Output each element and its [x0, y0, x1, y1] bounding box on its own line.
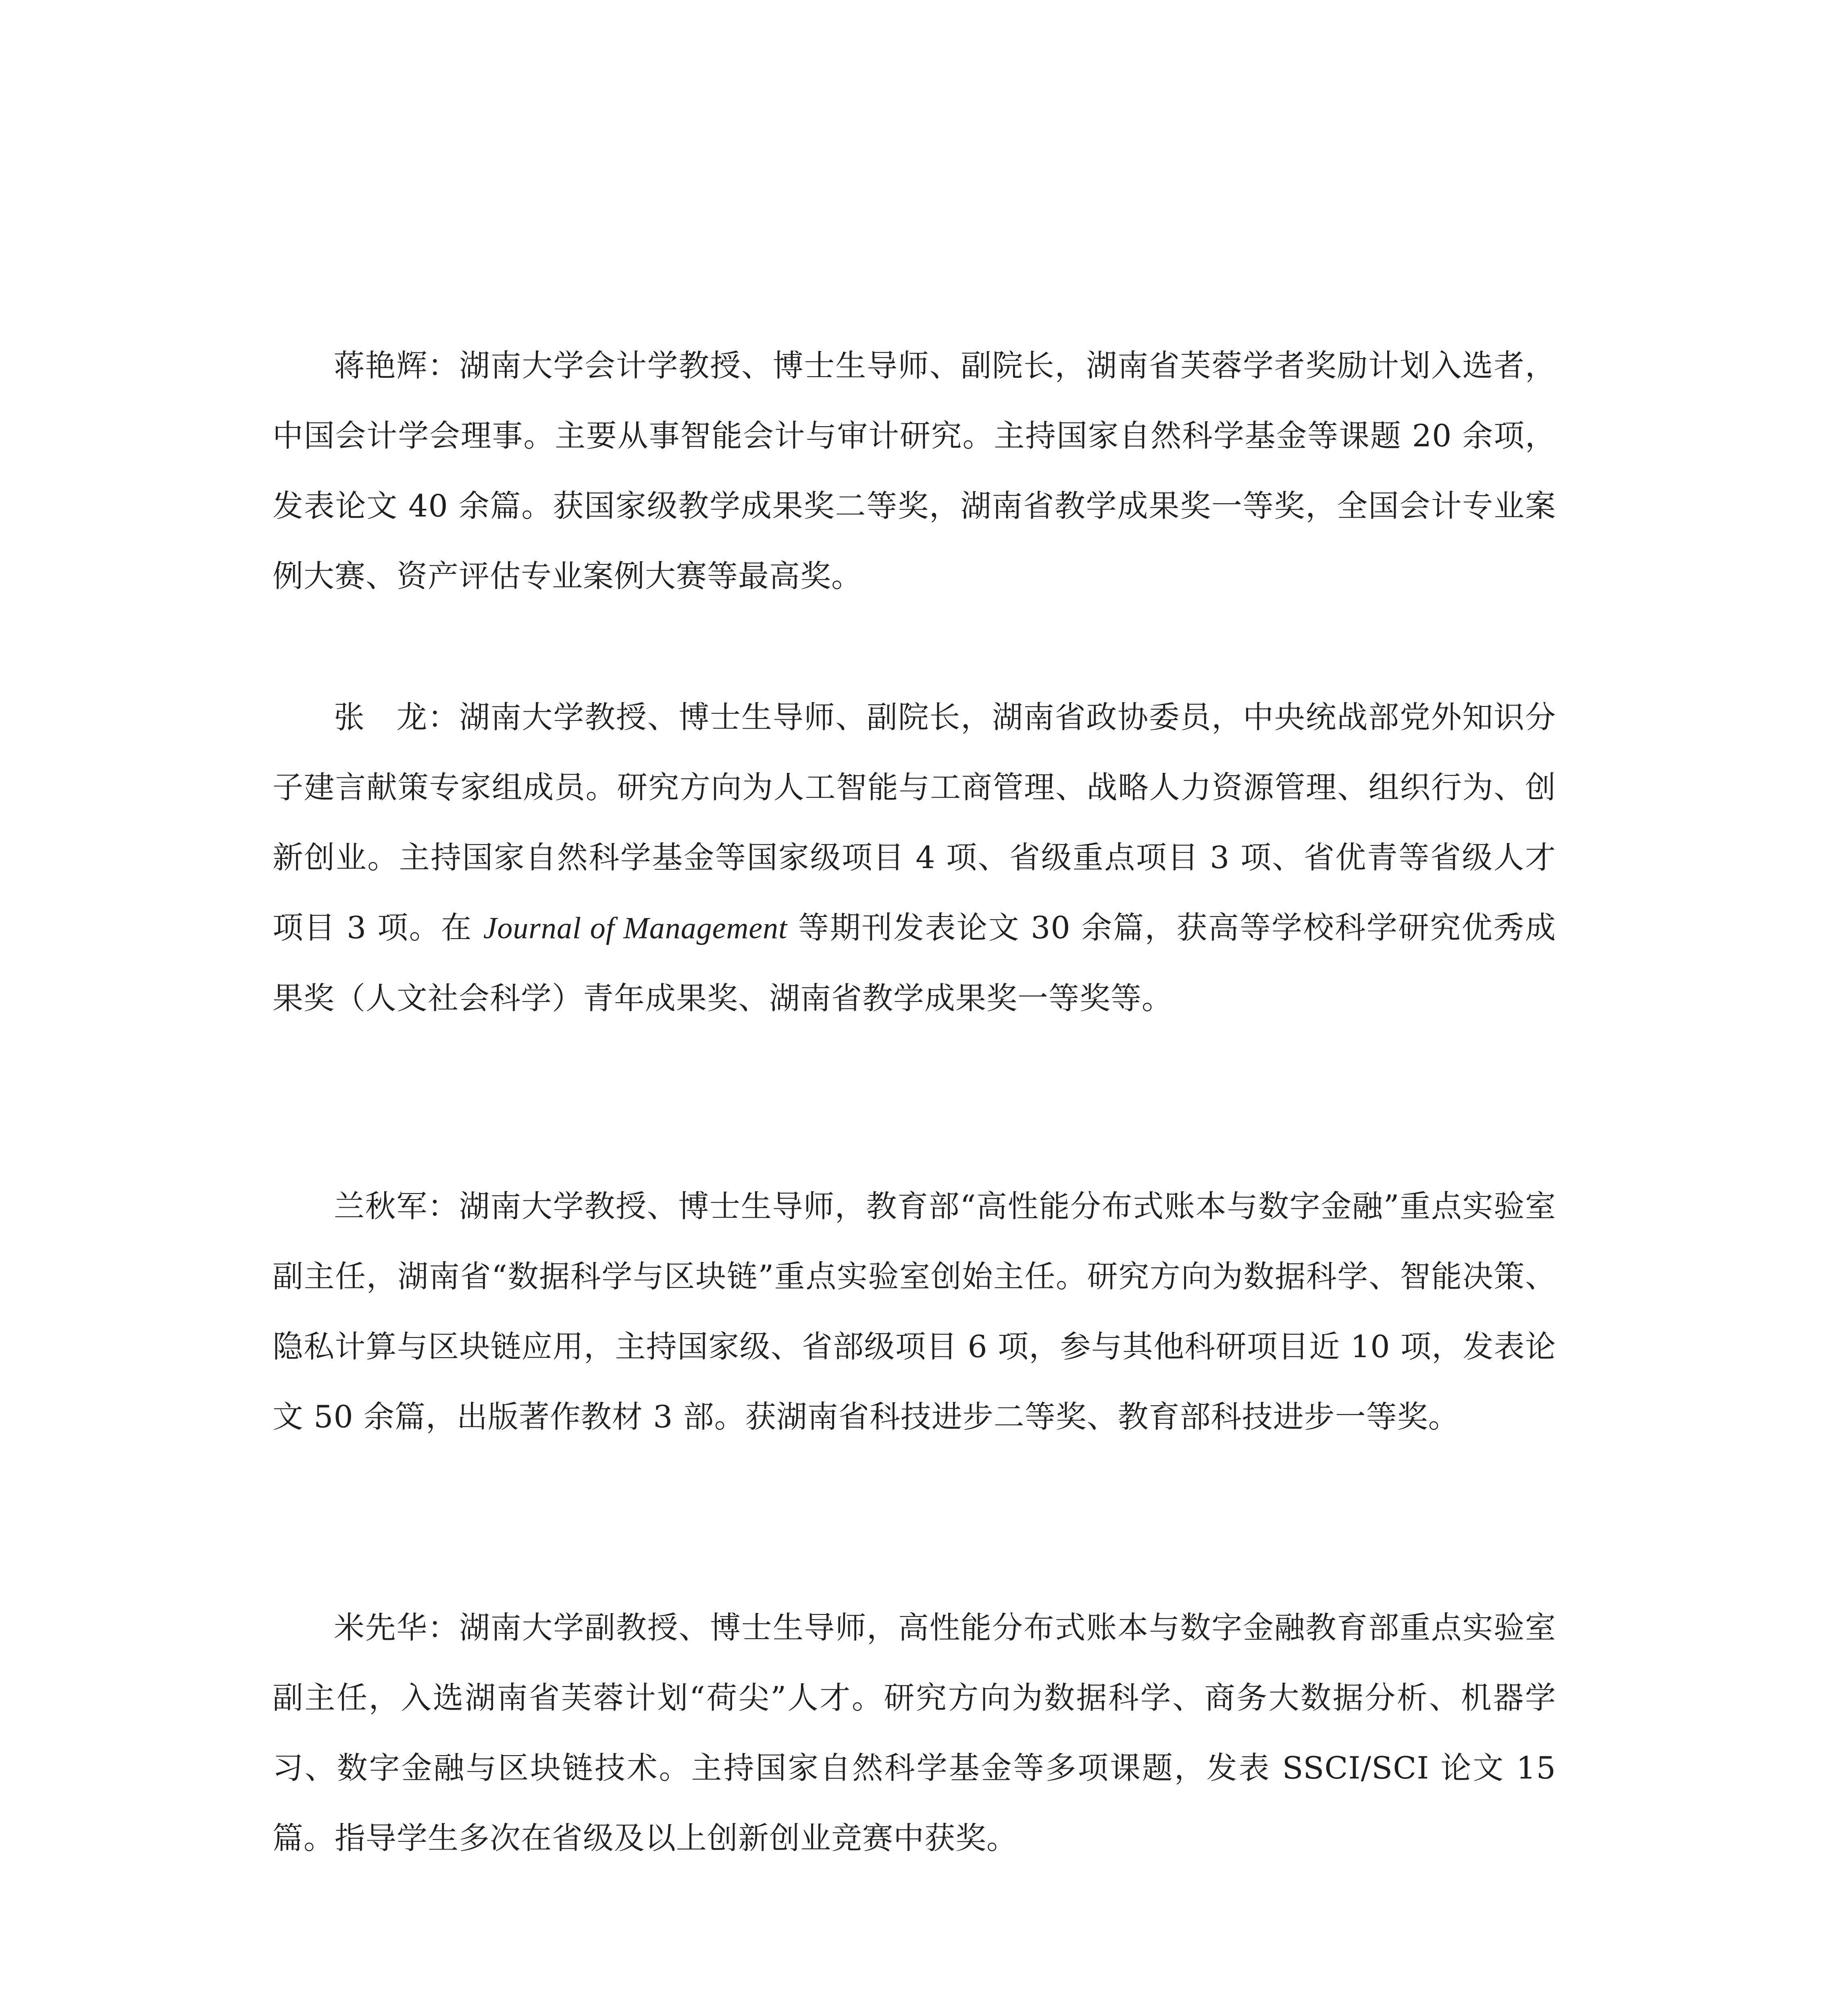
bio-text: 湖南大学副教授、博士生导师，高性能分布式账本与数字金融教育部重点实验室副主任，入选湖南省芙蓉计划“荷尖”人才。研究方向为数据科学、商务大数据分析、机器学习、数字金融与区块链技术。主持国家自然科学基金等多项课题，发表 SSCI/SCI 论文 15 篇。指导学生多次在省级及以上创新创业竞赛中获奖。 [273, 1610, 1556, 1856]
bio-text: 湖南大学教授、博士生导师、副院长，湖南省政协委员，中央统战部党外知识分子建言献策专家组成员。研究方向为人工智能与工商管理、战略人力资源管理、组织行为、创新创业。主持国家自然科学基金等国家级项目 4 项、省级重点项目 3 项、省优青等省级人才项目 3 项。在 [273, 699, 1556, 946]
bio-text: 湖南大学会计学教授、博士生导师、副院长，湖南省芙蓉学者奖励计划入选者，中国会计学会理事。主要从事智能会计与审计研究。主持国家自然科学基金等课题 20 余项，发表论文 40 余篇。获国家级教学成果奖二等奖，湖南省教学成果奖一等奖，全国会计专业案例大赛、资产评估专业案例大赛等最高奖。 [273, 348, 1556, 594]
bio-name: 兰秋军： [334, 1188, 459, 1224]
bio-name: 张 龙： [334, 699, 460, 735]
bio-name: 米先华： [334, 1610, 460, 1645]
bio-paragraph-lan-qiujun [273, 1171, 1556, 1452]
bio-paragraph-zhang-long [273, 682, 1556, 1033]
bio-paragraph-mi-xianhua [273, 1593, 1556, 1873]
bio-text: 等期刊发表论文 30 余篇，获高等学校科学研究优秀成果奖（人文社会科学）青年成果奖、湖南省教学成果奖一等奖等。 [273, 910, 1556, 1016]
bio-paragraph-tu-yangjun [273, 2014, 1556, 2016]
journal-title: Journal of Management [483, 911, 788, 945]
bio-name: 蒋艳辉： [334, 348, 460, 383]
bio-text: 湖南大学教授、博士生导师，教育部“高性能分布式账本与数字金融”重点实验室副主任，湖南省“数据科学与区块链”重点实验室创始主任。研究方向为数据科学、智能决策、隐私计算与区块链应用，主持国家级、省部级项目 6 项，参与其他科研项目近 10 项，发表论文 50 余篇，出版著作教材 3 部。获湖南省科技进步二等奖、教育部科技进步一等奖。 [273, 1188, 1556, 1435]
bio-paragraph-jiang-yanhui [273, 331, 1556, 611]
